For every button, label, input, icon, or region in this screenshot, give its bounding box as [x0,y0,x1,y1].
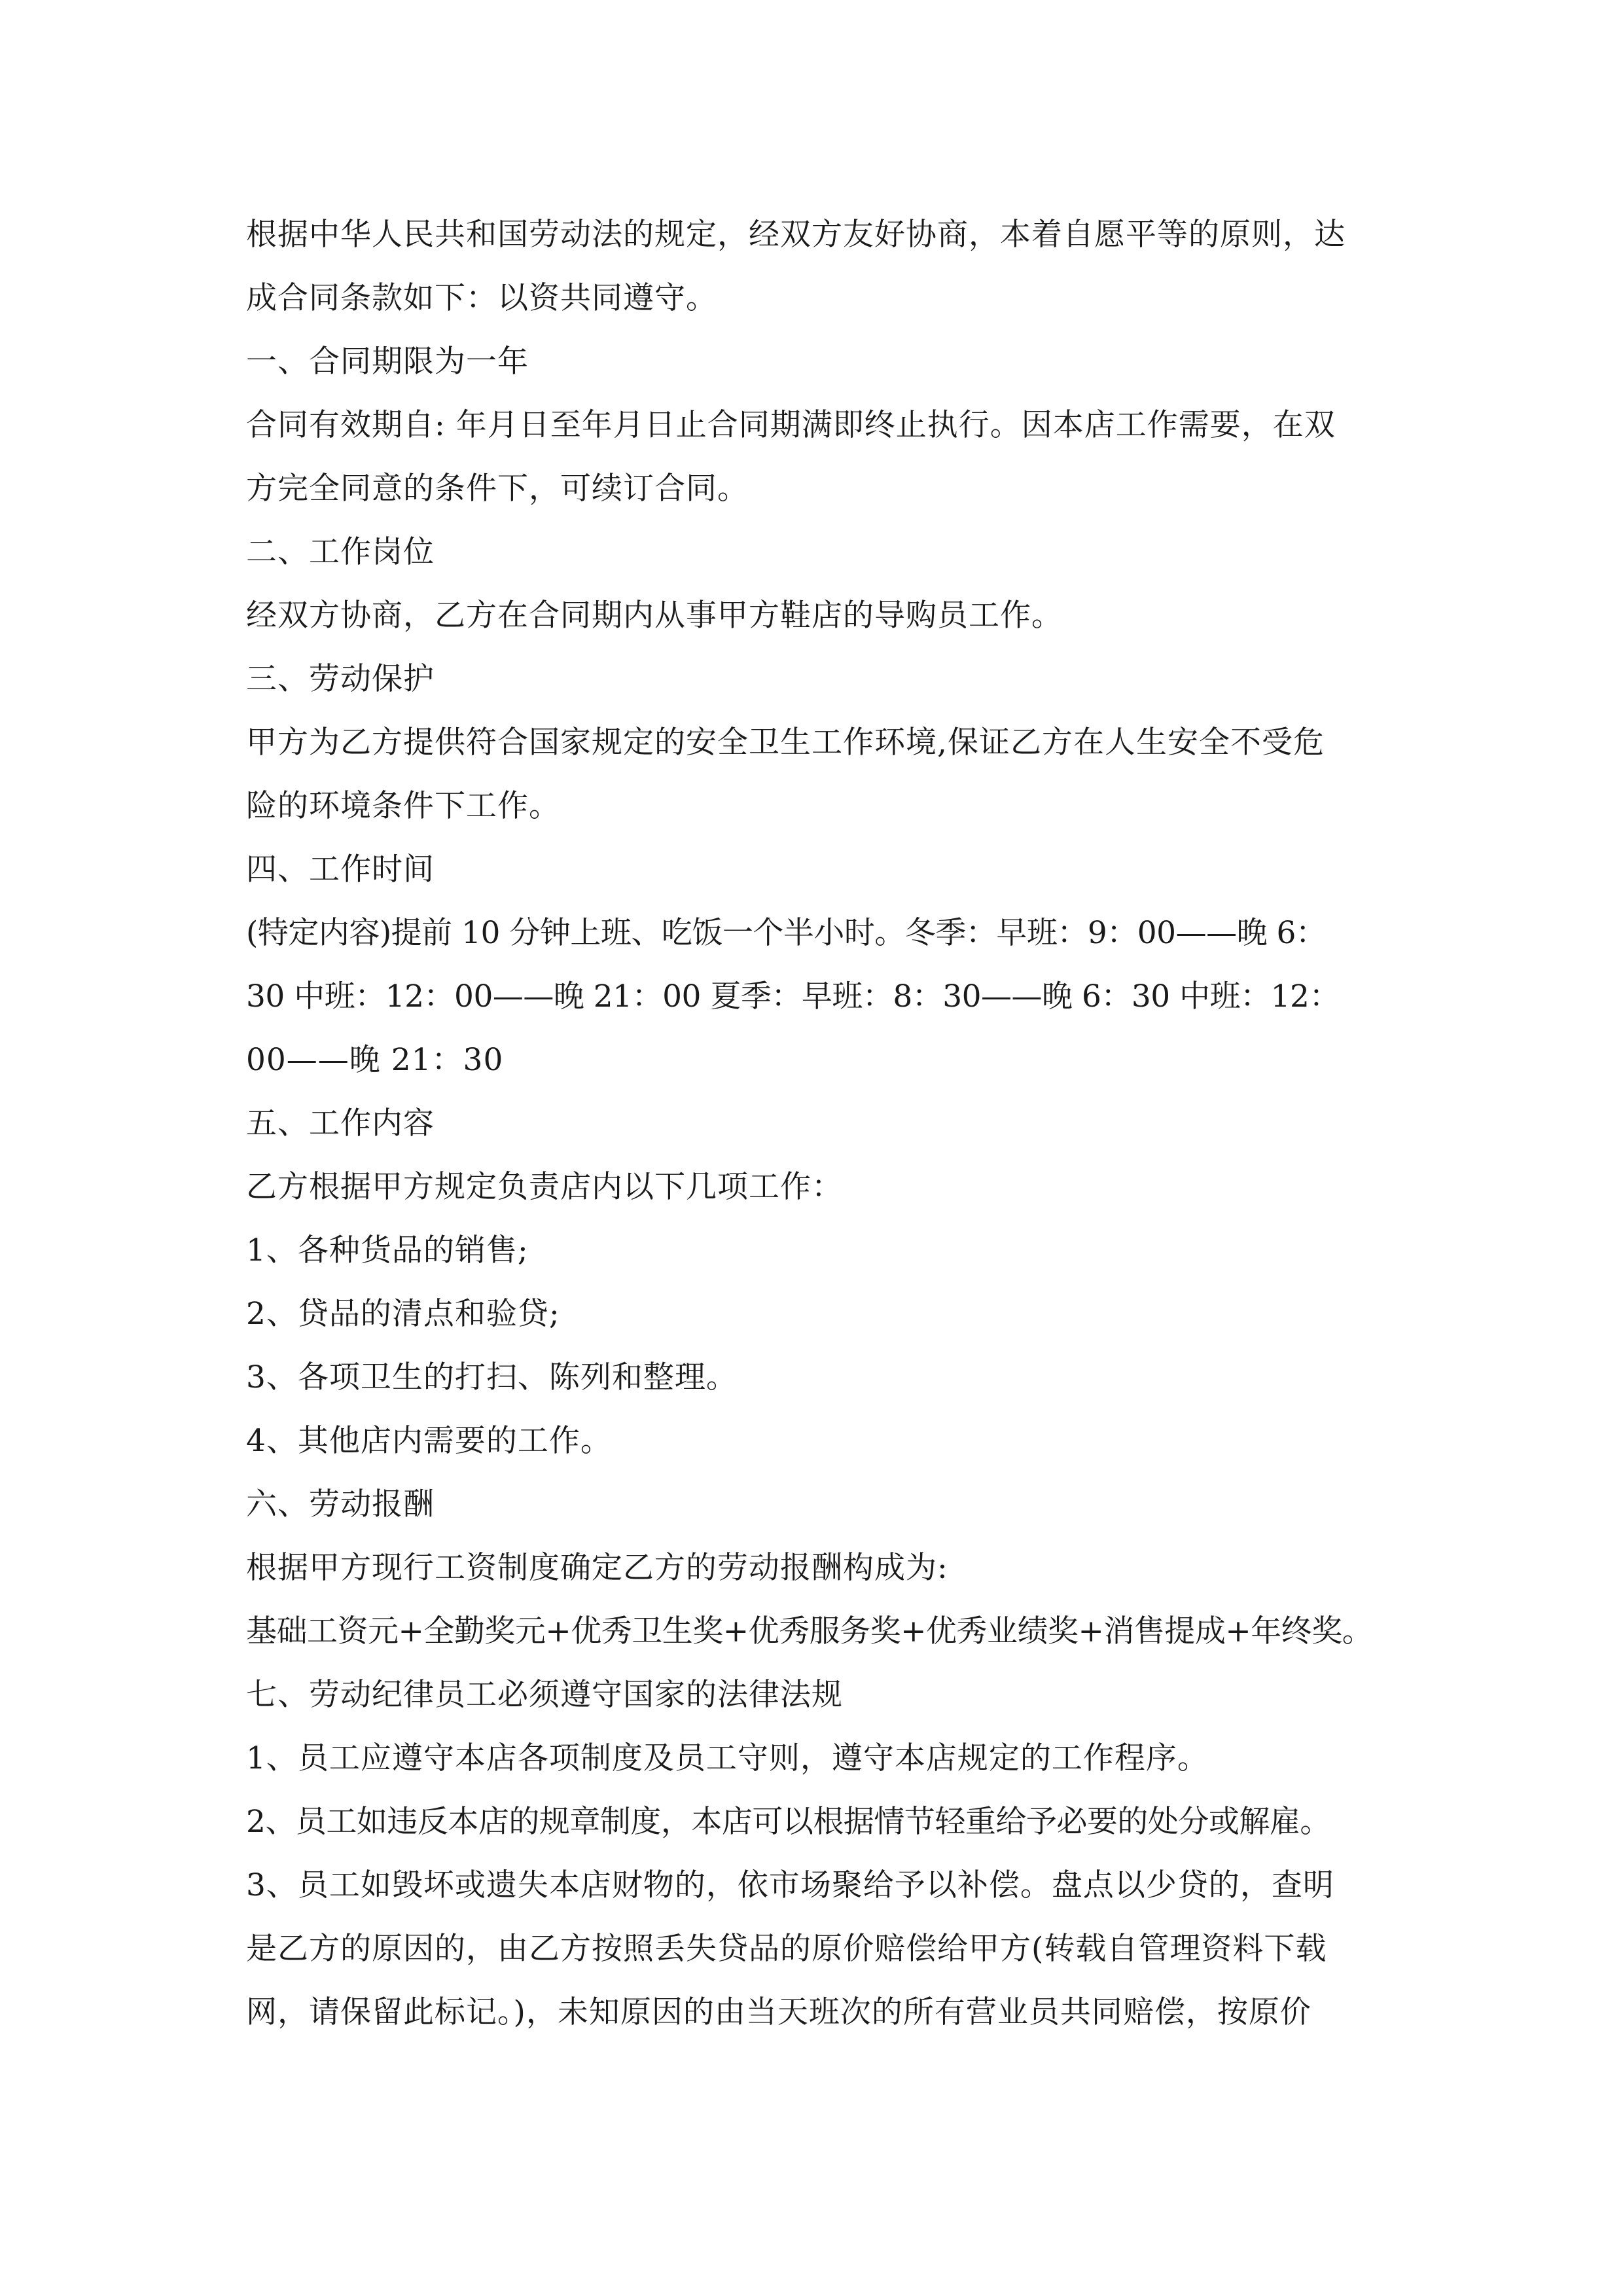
list-item: 2、员工如违反本店的规章制度，本店可以根据情节轻重给予必要的处分或解雇。 [246,1804,1330,1840]
paragraph-line: 基础工资元+全勤奖元+优秀卫生奖+优秀服务奖+优秀业绩奖+消售提成+年终奖。 [246,1613,1373,1649]
paragraph-line: 合同有效期自: 年月日至年月日止合同期满即终止执行。因本店工作需要，在双 [246,407,1336,443]
list-item: 3、员工如毁坏或遗失本店财物的，依市场聚给予以补偿。盘点以少贷的，查明 [246,1867,1334,1903]
list-item: 1、员工应遵守本店各项制度及员工守则，遵守本店规定的工作程序。 [246,1740,1209,1776]
paragraph-line: 是乙方的原因的，由乙方按照丢失贷品的原价赔偿给甲方(转载自管理资料下载 [246,1931,1327,1967]
paragraph-line: 网，请保留此标记。)，未知原因的由当天班次的所有营业员共同赔偿，按原价 [246,1994,1311,2030]
section-heading: 六、劳动报酬 [246,1486,435,1522]
section-heading: 二、工作岗位 [246,534,435,570]
list-item: 1、各种货品的销售; [246,1232,529,1268]
list-item: 4、其他店内需要的工作。 [246,1423,612,1459]
paragraph-line: 甲方为乙方提供符合国家规定的安全卫生工作环境,保证乙方在人生安全不受危 [246,725,1325,761]
section-heading: 一、合同期限为一年 [246,344,529,380]
paragraph-line: 根据甲方现行工资制度确定乙方的劳动报酬构成为: [246,1550,948,1586]
paragraph-line: 险的环境条件下工作。 [246,788,560,824]
section-heading: 三、劳动保护 [246,661,435,697]
paragraph-line: 乙方根据甲方规定负责店内以下几项工作： [246,1169,843,1205]
paragraph-line: 00——晚 21：30 [246,1042,504,1078]
paragraph-line: 方完全同意的条件下，可续订合同。 [246,471,749,507]
paragraph-line: 经双方协商，乙方在合同期内从事甲方鞋店的导购员工作。 [246,598,1063,634]
paragraph-line: 成合同条款如下：以资共同遵守。 [246,280,717,316]
document-body [246,203,1399,2044]
list-item: 2、贷品的清点和验贷; [246,1296,560,1332]
paragraph-line: 根据中华人民共和国劳动法的规定，经双方友好协商，本着自愿平等的原则，达 [246,217,1346,253]
section-heading: 四、工作时间 [246,852,435,888]
paragraph-line: 30 中班：12：00——晚 21：00 夏季：早班：8：30——晚 6：30 中班：12： [246,978,1340,1014]
paragraph-line: (特定内容)提前 10 分钟上班、吃饭一个半小时。冬季：早班：9：00——晚 6： [246,915,1327,951]
section-heading: 五、工作内容 [246,1105,435,1141]
section-heading: 七、劳动纪律员工必须遵守国家的法律法规 [246,1677,843,1713]
list-item: 3、各项卫生的打扫、陈列和整理。 [246,1359,738,1395]
